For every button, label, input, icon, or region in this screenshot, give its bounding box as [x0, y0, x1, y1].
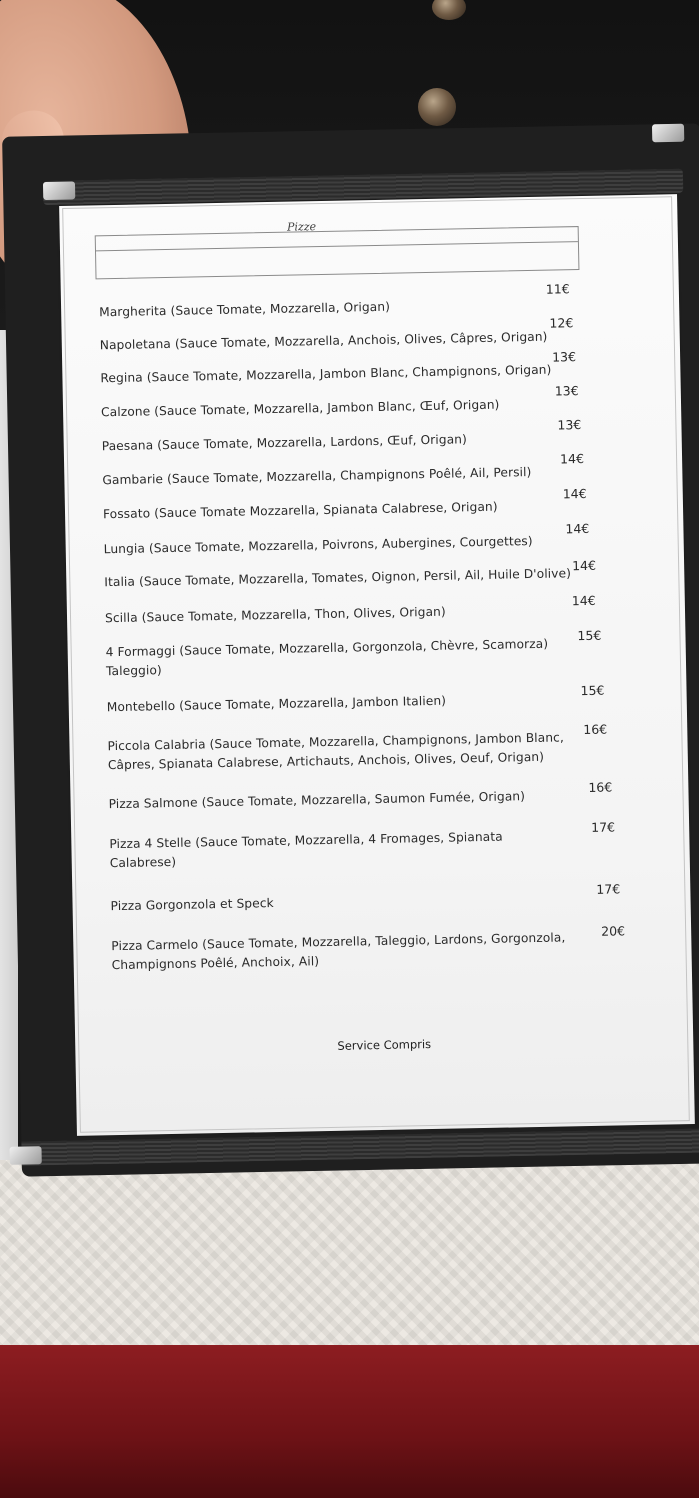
red-table-surface — [0, 1345, 699, 1498]
item-price: 16€ — [588, 779, 613, 795]
item-price: 15€ — [577, 627, 602, 644]
item-name: Fossato (Sauce Tomate Mozzarella, Spianata Calabrese, Origan) — [102, 499, 498, 522]
item-price: 13€ — [551, 349, 577, 365]
binder-corner-top-left — [43, 181, 75, 200]
item-name: Pizza Gorgonzola et Speck — [110, 896, 274, 914]
item-price: 13€ — [557, 417, 582, 433]
item-name: Margherita (Sauce Tomate, Mozzarella, Origan) — [99, 299, 391, 320]
shirt-button-lower — [418, 88, 456, 126]
item-price: 14€ — [571, 557, 597, 574]
menu-page — [59, 194, 695, 1136]
item-name: Lungia (Sauce Tomate, Mozzarella, Poivrons, Aubergines, Courgettes) — [103, 533, 533, 557]
item-price: 13€ — [554, 383, 579, 399]
menu-title: Pizze — [286, 220, 317, 234]
item-name: Pizza Carmelo (Sauce Tomate, Mozzarella, Taleggio, Lardons, Gorgonzola, Champignons Poêlé, Anchoix, Ail) — [111, 930, 566, 973]
item-price: 12€ — [549, 315, 574, 331]
item-name: Paesana (Sauce Tomate, Mozzarella, Lardons, Œuf, Origan) — [101, 432, 468, 454]
menu-item — [109, 827, 510, 873]
item-price: 16€ — [583, 721, 608, 738]
item-price: 14€ — [559, 450, 585, 467]
item-name: Italia (Sauce Tomate, Mozzarella, Tomates, Oignon, Persil, Ail, Huile D'olive) — [104, 566, 572, 590]
item-name: Regina (Sauce Tomate, Mozzarella, Jambon Blanc, Champignons, Origan) — [100, 362, 552, 386]
item-name: 4 Formaggi (Sauce Tomate, Mozzarella, Gorgonzola, Chèvre, Scamorza) Taleggio) — [105, 636, 549, 679]
item-price: 20€ — [601, 923, 626, 939]
item-price: 14€ — [571, 592, 596, 609]
paper-tablecloth — [0, 1160, 699, 1350]
item-name: Piccola Calabria (Sauce Tomate, Mozzarella, Champignons, Jambon Blanc, Câpres, Spianata Calabrese, Artichauts, Anchois, Olives, Oeuf, Origan) — [107, 730, 565, 773]
item-price: 14€ — [562, 485, 587, 502]
item-name: Pizza 4 Stelle (Sauce Tomate, Mozzarella, 4 Fromages, Spianata Calabrese) — [109, 829, 503, 871]
binder-corner-bottom-left — [9, 1146, 41, 1165]
item-name: Montebello (Sauce Tomate, Mozzarella, Jambon Italien) — [106, 693, 447, 715]
binder-corner-top-right — [652, 124, 684, 143]
item-price: 15€ — [580, 682, 605, 699]
item-name: Pizza Salmone (Sauce Tomate, Mozzarella, Saumon Fumée, Origan) — [108, 789, 526, 812]
item-price: 17€ — [596, 881, 621, 897]
item-name: Napoletana (Sauce Tomate, Mozzarella, Anchois, Olives, Câpres, Origan) — [99, 329, 548, 353]
item-name: Scilla (Sauce Tomate, Mozzarella, Thon, Olives, Origan) — [104, 604, 446, 626]
item-price: 17€ — [591, 819, 616, 835]
item-name: Gambarie (Sauce Tomate, Mozzarella, Champignons Poêlé, Ail, Persil) — [102, 465, 532, 488]
service-note: Service Compris — [337, 1037, 432, 1053]
item-price: 11€ — [545, 281, 570, 297]
item-price: 14€ — [565, 520, 590, 537]
item-name: Calzone (Sauce Tomate, Mozzarella, Jambon Blanc, Œuf, Origan) — [100, 397, 500, 420]
